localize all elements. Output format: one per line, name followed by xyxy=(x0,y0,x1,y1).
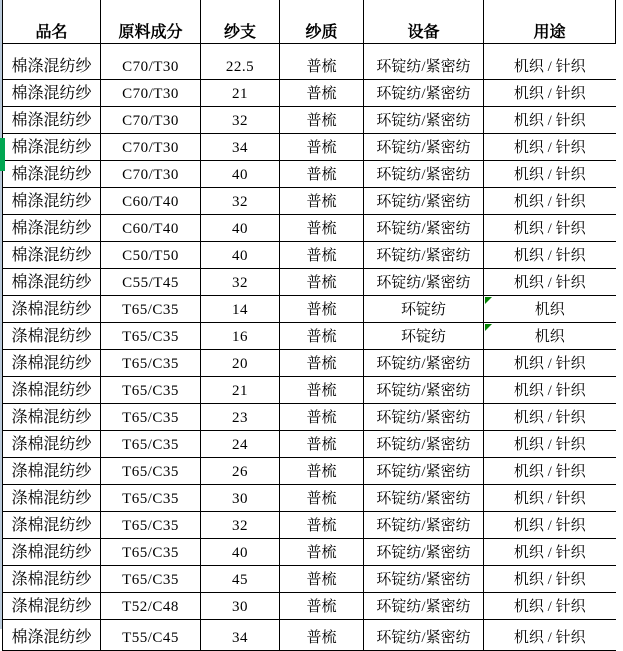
cell-product-name[interactable]: 棉涤混纺纱 xyxy=(3,161,101,188)
cell-product-name[interactable]: 涤棉混纺纱 xyxy=(3,377,101,404)
cell-equipment[interactable]: 环锭纺/紧密纺 xyxy=(364,512,484,539)
cell-usage[interactable] xyxy=(484,485,616,512)
cell-yarn-quality[interactable]: 普梳 xyxy=(280,107,364,134)
cell-composition[interactable]: T52/C48 xyxy=(101,593,201,620)
spreadsheet-grid xyxy=(2,0,616,651)
yarn-spec-table xyxy=(2,0,616,651)
cell-composition[interactable]: C70/T30 xyxy=(101,44,201,80)
table-row xyxy=(3,296,616,323)
cell-equipment[interactable]: 环锭纺/紧密纺 xyxy=(364,593,484,620)
cell-equipment[interactable]: 环锭纺/紧密纺 xyxy=(364,539,484,566)
cell-product-name[interactable]: 棉涤混纺纱 xyxy=(3,269,101,296)
cell-usage-text: 机织 / 针织 xyxy=(513,221,586,237)
cell-usage-text: 机织 / 针织 xyxy=(513,464,586,480)
cell-composition[interactable]: C70/T30 xyxy=(101,107,201,134)
cell-yarn-count[interactable]: 30 xyxy=(201,593,280,620)
cell-yarn-quality[interactable]: 普梳 xyxy=(280,404,364,431)
table-row xyxy=(3,215,616,242)
cell-product-name[interactable]: 涤棉混纺纱 xyxy=(3,323,101,350)
cell-equipment[interactable]: 环锭纺/紧密纺 xyxy=(364,431,484,458)
cell-product-name[interactable]: 涤棉混纺纱 xyxy=(3,458,101,485)
cell-usage-text: 机织 / 针织 xyxy=(513,383,586,399)
cell-yarn-quality[interactable]: 普梳 xyxy=(280,350,364,377)
cell-yarn-count[interactable]: 45 xyxy=(201,566,280,593)
cell-yarn-count[interactable]: 40 xyxy=(201,215,280,242)
cell-usage-text: 机织 xyxy=(534,302,565,318)
cell-usage-text: 机织 / 针织 xyxy=(513,410,586,426)
cell-product-name[interactable]: 棉涤混纺纱 xyxy=(3,134,101,161)
cell-equipment[interactable]: 环锭纺/紧密纺 xyxy=(364,107,484,134)
cell-usage-text: 机织 / 针织 xyxy=(513,140,586,156)
cell-yarn-quality[interactable]: 普梳 xyxy=(280,323,364,350)
cell-composition[interactable]: T65/C35 xyxy=(101,431,201,458)
cell-yarn-count[interactable]: 32 xyxy=(201,107,280,134)
cell-usage[interactable] xyxy=(484,269,616,296)
header-cell-yarn-quality[interactable]: 纱质 xyxy=(280,0,364,44)
cell-composition[interactable]: T65/C35 xyxy=(101,512,201,539)
cell-composition[interactable]: T65/C35 xyxy=(101,296,201,323)
cell-usage-text: 机织 / 针织 xyxy=(513,194,586,210)
cell-product-name[interactable]: 涤棉混纺纱 xyxy=(3,296,101,323)
cell-product-name[interactable]: 涤棉混纺纱 xyxy=(3,431,101,458)
cell-composition[interactable]: T65/C35 xyxy=(101,566,201,593)
cell-usage[interactable] xyxy=(484,215,616,242)
error-triangle-icon xyxy=(485,324,492,331)
cell-yarn-count[interactable]: 22.5 xyxy=(201,44,280,80)
cell-product-name[interactable]: 棉涤混纺纱 xyxy=(3,215,101,242)
cell-product-name[interactable]: 涤棉混纺纱 xyxy=(3,404,101,431)
cell-equipment[interactable]: 环锭纺/紧密纺 xyxy=(364,458,484,485)
cell-usage-text: 机织 xyxy=(534,329,565,345)
cell-yarn-count[interactable]: 40 xyxy=(201,242,280,269)
table-row xyxy=(3,377,616,404)
cell-composition[interactable]: T65/C35 xyxy=(101,323,201,350)
cell-usage[interactable] xyxy=(484,458,616,485)
cell-usage[interactable] xyxy=(484,80,616,107)
error-triangle-icon xyxy=(485,297,492,304)
cell-equipment[interactable]: 环锭纺/紧密纺 xyxy=(364,269,484,296)
table-row xyxy=(3,323,616,350)
cell-yarn-count[interactable]: 32 xyxy=(201,512,280,539)
cell-equipment[interactable]: 环锭纺/紧密纺 xyxy=(364,566,484,593)
cell-composition[interactable]: T65/C35 xyxy=(101,458,201,485)
cell-yarn-quality[interactable]: 普梳 xyxy=(280,215,364,242)
cell-usage[interactable] xyxy=(484,161,616,188)
table-row xyxy=(3,539,616,566)
cell-composition[interactable]: T65/C35 xyxy=(101,404,201,431)
cell-equipment[interactable]: 环锭纺/紧密纺 xyxy=(364,485,484,512)
table-row xyxy=(3,242,616,269)
cell-usage-text: 机织 / 针织 xyxy=(513,630,586,646)
cell-product-name[interactable]: 棉涤混纺纱 xyxy=(3,80,101,107)
table-row xyxy=(3,350,616,377)
cell-yarn-count[interactable]: 40 xyxy=(201,539,280,566)
cell-yarn-count[interactable]: 34 xyxy=(201,620,280,651)
table-row xyxy=(3,566,616,593)
cell-yarn-quality[interactable]: 普梳 xyxy=(280,80,364,107)
cell-yarn-count[interactable]: 14 xyxy=(201,296,280,323)
header-cell-usage[interactable]: 用途 xyxy=(484,0,616,44)
cell-product-name[interactable]: 涤棉混纺纱 xyxy=(3,512,101,539)
cell-composition[interactable]: T65/C35 xyxy=(101,350,201,377)
cell-usage-text: 机织 / 针织 xyxy=(513,491,586,507)
table-row xyxy=(3,458,616,485)
cell-yarn-quality[interactable]: 普梳 xyxy=(280,539,364,566)
cell-composition[interactable]: T65/C35 xyxy=(101,485,201,512)
cell-usage[interactable] xyxy=(484,593,616,620)
header-row xyxy=(3,0,616,44)
table-row xyxy=(3,188,616,215)
cell-equipment[interactable]: 环锭纺/紧密纺 xyxy=(364,377,484,404)
cell-usage[interactable] xyxy=(484,44,616,80)
cell-product-name[interactable]: 棉涤混纺纱 xyxy=(3,620,101,651)
cell-usage-text: 机织 / 针织 xyxy=(513,599,586,615)
cell-usage[interactable] xyxy=(484,242,616,269)
header-cell-equipment[interactable]: 设备 xyxy=(364,0,484,44)
cell-usage-text: 机织 / 针织 xyxy=(513,572,586,588)
cell-usage[interactable] xyxy=(484,512,616,539)
table-row xyxy=(3,44,616,80)
table-row xyxy=(3,593,616,620)
cell-equipment[interactable]: 环锭纺 xyxy=(364,323,484,350)
table-row xyxy=(3,161,616,188)
cell-yarn-count[interactable]: 20 xyxy=(201,350,280,377)
table-row xyxy=(3,107,616,134)
cell-usage-text: 机织 / 针织 xyxy=(513,59,586,75)
cell-composition[interactable]: C70/T30 xyxy=(101,80,201,107)
cell-composition[interactable]: T65/C35 xyxy=(101,377,201,404)
header-cell-yarn-count[interactable]: 纱支 xyxy=(201,0,280,44)
cell-composition[interactable]: C70/T30 xyxy=(101,161,201,188)
cell-product-name[interactable]: 涤棉混纺纱 xyxy=(3,593,101,620)
cell-product-name[interactable]: 棉涤混纺纱 xyxy=(3,188,101,215)
cell-composition[interactable]: C55/T45 xyxy=(101,269,201,296)
table-row xyxy=(3,80,616,107)
cell-usage[interactable] xyxy=(484,323,616,350)
cell-yarn-quality[interactable]: 普梳 xyxy=(280,161,364,188)
cell-yarn-quality[interactable]: 普梳 xyxy=(280,566,364,593)
cell-composition[interactable]: C70/T30 xyxy=(101,134,201,161)
cell-equipment[interactable]: 环锭纺/紧密纺 xyxy=(364,134,484,161)
cell-usage-text: 机织 / 针织 xyxy=(513,545,586,561)
cell-composition[interactable]: T65/C35 xyxy=(101,539,201,566)
cell-usage[interactable] xyxy=(484,566,616,593)
cell-usage[interactable] xyxy=(484,296,616,323)
cell-equipment[interactable]: 环锭纺/紧密纺 xyxy=(364,161,484,188)
cell-equipment[interactable]: 环锭纺/紧密纺 xyxy=(364,44,484,80)
cell-usage[interactable] xyxy=(484,377,616,404)
cell-yarn-quality[interactable]: 普梳 xyxy=(280,593,364,620)
table-row xyxy=(3,134,616,161)
cell-usage-text: 机织 / 针织 xyxy=(513,167,586,183)
cell-yarn-quality[interactable]: 普梳 xyxy=(280,458,364,485)
cell-product-name[interactable]: 涤棉混纺纱 xyxy=(3,485,101,512)
table-body xyxy=(3,44,616,651)
cell-yarn-count[interactable]: 40 xyxy=(201,161,280,188)
cell-yarn-count[interactable]: 30 xyxy=(201,485,280,512)
cell-product-name[interactable]: 棉涤混纺纱 xyxy=(3,242,101,269)
cell-composition[interactable]: C60/T40 xyxy=(101,215,201,242)
cell-usage[interactable] xyxy=(484,107,616,134)
cell-usage[interactable] xyxy=(484,431,616,458)
cell-composition[interactable]: C50/T50 xyxy=(101,242,201,269)
table-row xyxy=(3,485,616,512)
table-row xyxy=(3,431,616,458)
cell-yarn-quality[interactable]: 普梳 xyxy=(280,242,364,269)
cell-yarn-count[interactable]: 21 xyxy=(201,377,280,404)
cell-usage[interactable] xyxy=(484,188,616,215)
cell-product-name[interactable]: 涤棉混纺纱 xyxy=(3,350,101,377)
table-row xyxy=(3,404,616,431)
cell-composition[interactable]: C60/T40 xyxy=(101,188,201,215)
cell-yarn-count[interactable]: 32 xyxy=(201,269,280,296)
cell-yarn-count[interactable]: 26 xyxy=(201,458,280,485)
cell-yarn-quality[interactable]: 普梳 xyxy=(280,431,364,458)
cell-yarn-count[interactable]: 24 xyxy=(201,431,280,458)
cell-usage-text: 机织 / 针织 xyxy=(513,113,586,129)
cell-yarn-quality[interactable]: 普梳 xyxy=(280,296,364,323)
cell-product-name[interactable]: 棉涤混纺纱 xyxy=(3,107,101,134)
row-select-marker xyxy=(0,138,5,171)
cell-yarn-count[interactable]: 16 xyxy=(201,323,280,350)
cell-usage-text: 机织 / 针织 xyxy=(513,437,586,453)
cell-equipment[interactable]: 环锭纺/紧密纺 xyxy=(364,80,484,107)
cell-yarn-count[interactable]: 32 xyxy=(201,188,280,215)
cell-yarn-quality[interactable]: 普梳 xyxy=(280,269,364,296)
cell-usage[interactable] xyxy=(484,134,616,161)
cell-product-name[interactable]: 棉涤混纺纱 xyxy=(3,44,101,80)
cell-usage[interactable] xyxy=(484,539,616,566)
cell-yarn-quality[interactable]: 普梳 xyxy=(280,512,364,539)
cell-usage-text: 机织 / 针织 xyxy=(513,275,586,291)
cell-yarn-count[interactable]: 23 xyxy=(201,404,280,431)
cell-equipment[interactable]: 环锭纺/紧密纺 xyxy=(364,350,484,377)
cell-equipment[interactable]: 环锭纺/紧密纺 xyxy=(364,620,484,651)
cell-equipment[interactable]: 环锭纺/紧密纺 xyxy=(364,242,484,269)
cell-usage[interactable] xyxy=(484,404,616,431)
cell-equipment[interactable]: 环锭纺 xyxy=(364,296,484,323)
cell-yarn-quality[interactable]: 普梳 xyxy=(280,620,364,651)
cell-usage[interactable] xyxy=(484,620,616,651)
table-row xyxy=(3,269,616,296)
cell-yarn-quality[interactable]: 普梳 xyxy=(280,377,364,404)
table-row xyxy=(3,512,616,539)
cell-usage-text: 机织 / 针织 xyxy=(513,518,586,534)
cell-equipment[interactable]: 环锭纺/紧密纺 xyxy=(364,188,484,215)
cell-usage-text: 机织 / 针织 xyxy=(513,248,586,264)
cell-usage[interactable] xyxy=(484,350,616,377)
cell-yarn-quality[interactable]: 普梳 xyxy=(280,134,364,161)
cell-usage-text: 机织 / 针织 xyxy=(513,356,586,372)
cell-yarn-quality[interactable]: 普梳 xyxy=(280,188,364,215)
cell-yarn-quality[interactable]: 普梳 xyxy=(280,485,364,512)
cell-composition[interactable]: T55/C45 xyxy=(101,620,201,651)
cell-equipment[interactable]: 环锭纺/紧密纺 xyxy=(364,215,484,242)
cell-yarn-count[interactable]: 21 xyxy=(201,80,280,107)
cell-usage-text: 机织 / 针织 xyxy=(513,86,586,102)
cell-equipment[interactable]: 环锭纺/紧密纺 xyxy=(364,404,484,431)
cell-yarn-count[interactable]: 34 xyxy=(201,134,280,161)
cell-product-name[interactable]: 涤棉混纺纱 xyxy=(3,539,101,566)
header-cell-product-name[interactable]: 品名 xyxy=(3,0,101,44)
cell-product-name[interactable]: 涤棉混纺纱 xyxy=(3,566,101,593)
table-row xyxy=(3,620,616,651)
header-cell-composition[interactable]: 原料成分 xyxy=(101,0,201,44)
cell-yarn-quality[interactable]: 普梳 xyxy=(280,44,364,80)
